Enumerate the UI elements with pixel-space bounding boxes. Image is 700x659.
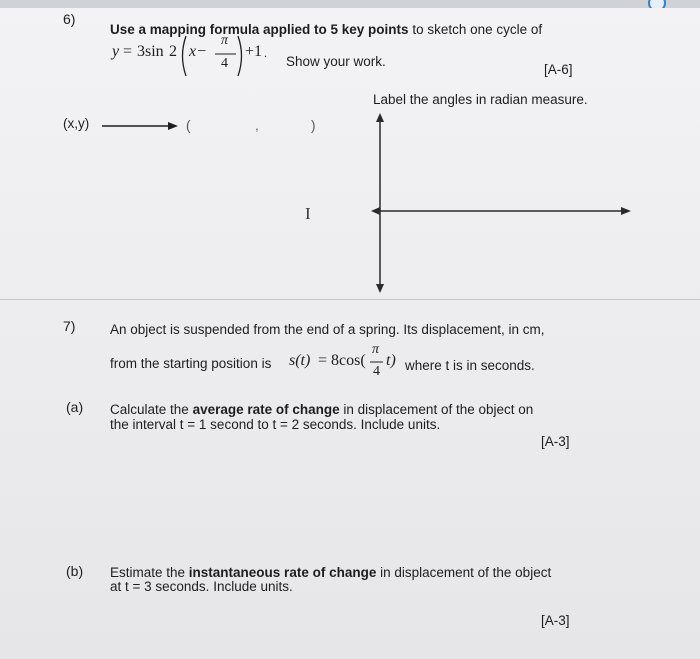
point-comma: , (255, 118, 259, 133)
q7a-marks: [A-3] (541, 434, 570, 449)
eq-dot: . (264, 46, 267, 60)
q7-line2-suffix: where t is in seconds. (405, 358, 535, 373)
q6-number: 6) (63, 11, 76, 27)
eq-fraction-bar (215, 53, 237, 55)
q7b-label: (b) (66, 563, 84, 579)
func-4: 4 (373, 364, 380, 379)
func-equals: = (318, 352, 328, 369)
eq-left-paren (178, 34, 188, 78)
func-8cos: 8cos( (331, 352, 366, 369)
q6-show-work: Show your work. (286, 54, 386, 69)
eq-plus-one: +1 (245, 43, 263, 60)
q7b-line2: at t = 3 seconds. Include units. (110, 579, 293, 594)
q7a-line1-post: in displacement of the object on (339, 402, 534, 417)
func-t-close: t) (386, 352, 396, 369)
q7-line2-prefix: from the starting position is (110, 356, 272, 371)
q6-instruction (110, 22, 542, 37)
point-open-paren: ( (186, 118, 191, 133)
coordinate-axes-icon (370, 112, 635, 294)
q7a-line1-bold: average rate of change (192, 402, 340, 417)
q7a-line2: the interval t = 1 second to t = 2 seconds. Include units. (110, 417, 441, 432)
q7a-line1-pre: Calculate the (110, 402, 193, 417)
q7a-label: (a) (66, 399, 84, 415)
q7b-marks: [A-3] (541, 613, 570, 628)
eq-3sin: 3sin (137, 43, 164, 60)
text-cursor-icon: I (305, 204, 311, 223)
func-s: s(t) (289, 352, 311, 369)
eq-pi: π (221, 33, 229, 48)
func-pi: π (372, 342, 380, 357)
eq-x-minus: x− (189, 43, 207, 60)
func-fraction-bar (370, 361, 384, 363)
q6-label-note: Label the angles in radian measure. (373, 92, 588, 107)
q7-number: 7) (63, 318, 76, 334)
q6-marks: [A-6] (544, 62, 573, 77)
point-close-paren: ) (311, 118, 316, 133)
eq-2: 2 (169, 43, 177, 60)
q6-instruction-bold: Use a mapping formula applied to 5 key points (110, 22, 409, 37)
section-divider (0, 299, 700, 300)
q7b-line1 (110, 565, 551, 580)
q7b-line1-bold: instantaneous rate of change (188, 565, 377, 580)
right-arrow-icon (102, 120, 182, 132)
q7b-line1-pre: Estimate the (110, 565, 189, 580)
point-label: (x,y) (63, 116, 90, 131)
q7b-line1-post: in displacement of the object (376, 565, 552, 580)
q7-line1: An object is suspended from the end of a spring. Its displacement, in cm, (110, 322, 545, 337)
eq-y: y (112, 43, 120, 60)
eq-equals: = (123, 43, 133, 60)
q6-instruction-rest: to sketch one cycle of (408, 22, 543, 37)
eq-4: 4 (221, 56, 228, 71)
q7a-line1 (110, 402, 533, 417)
